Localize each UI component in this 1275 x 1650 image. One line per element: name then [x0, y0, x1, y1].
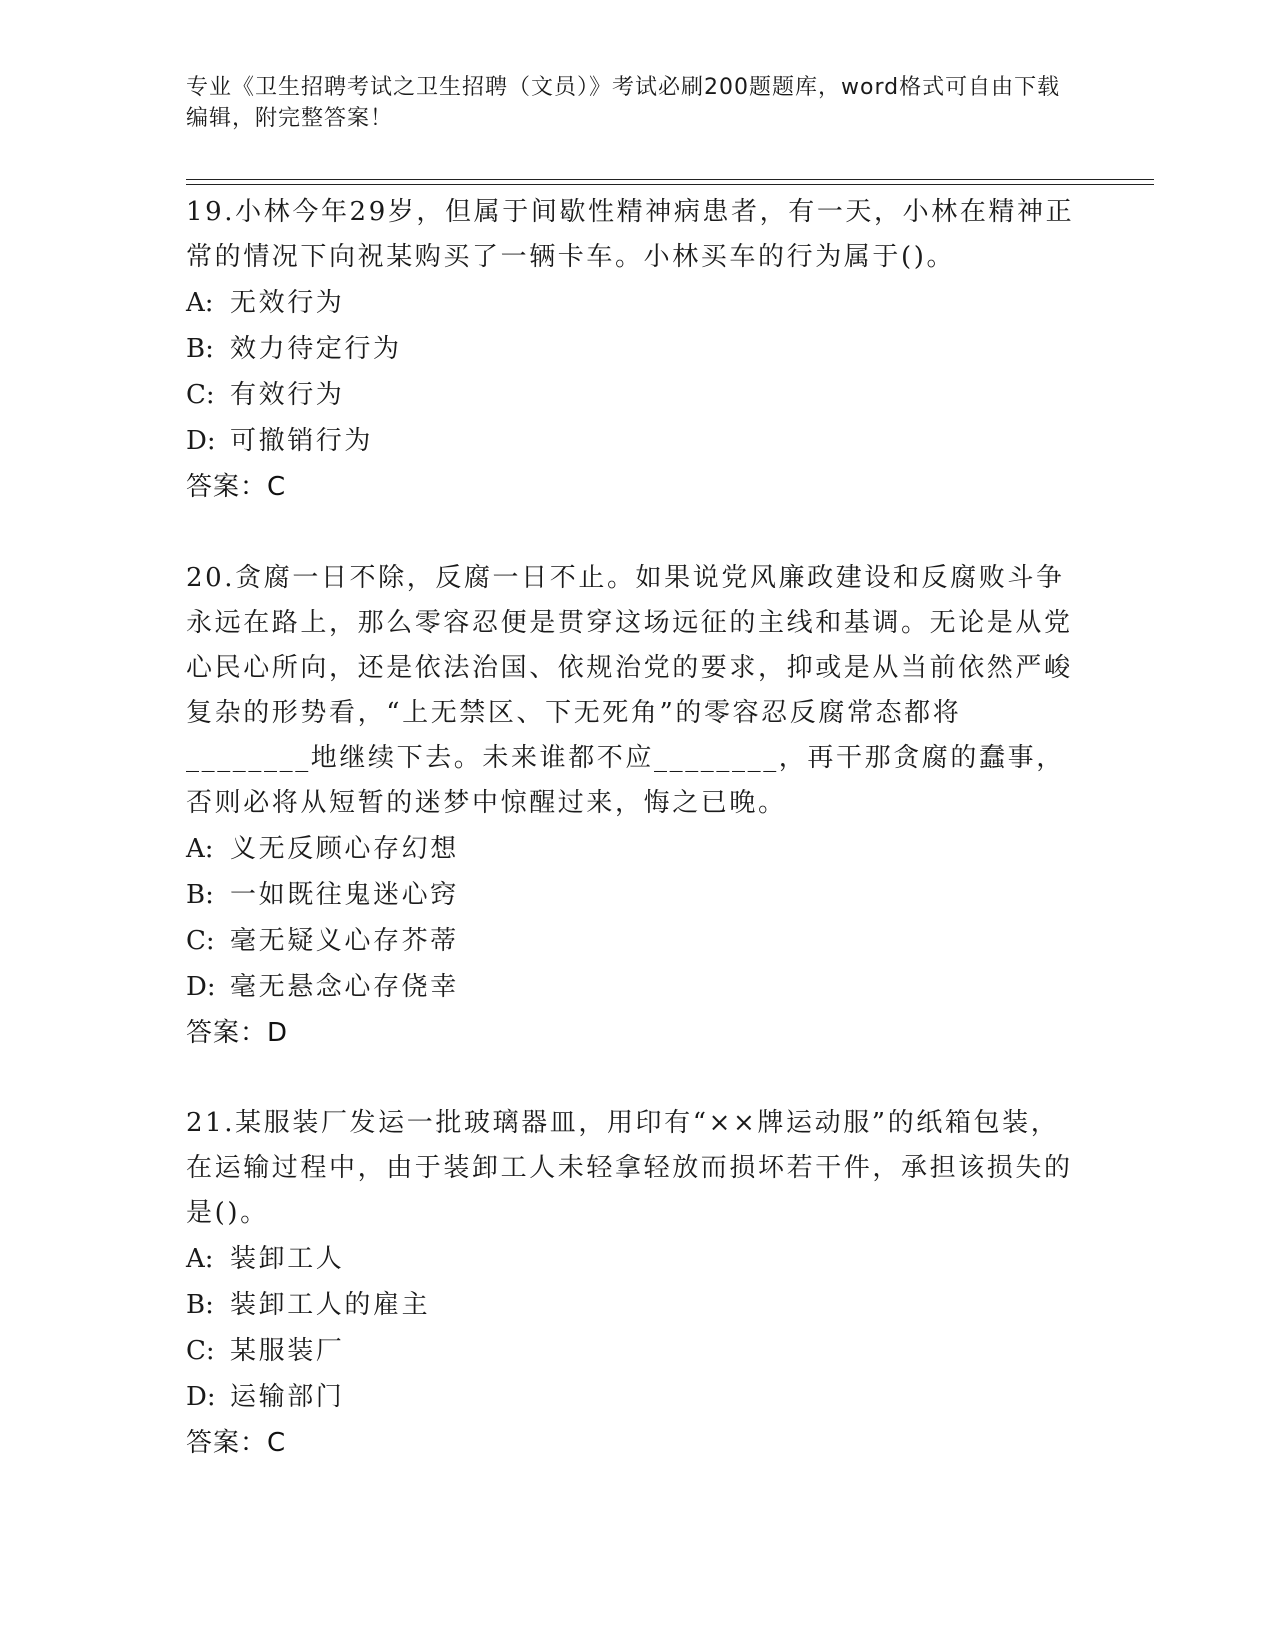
option-a	[186, 1236, 1076, 1282]
option-c	[186, 1328, 1076, 1374]
header-divider-bottom	[186, 184, 1154, 185]
answer-line: 答案：C	[186, 1428, 287, 1458]
option-text: 某服装厂	[230, 1336, 345, 1366]
option-b	[186, 326, 1076, 372]
option-b	[186, 1282, 1076, 1328]
option-text: 无效行为	[230, 288, 345, 318]
answer-line: 答案：C	[186, 472, 287, 502]
header-divider-top	[186, 179, 1154, 180]
question-stem: 21.某服装厂发运一批玻璃器皿，用印有“××牌运动服”的纸箱包装，在运输过程中，由于装卸工人未轻拿轻放而损坏若干件，承担该损失的是()。	[186, 1108, 1073, 1228]
option-letter: B:	[186, 1290, 214, 1320]
header-title: 专业《卫生招聘考试之卫生招聘（文员）》考试必刷200题题库，word格式可自由下载编辑，附完整答案！	[186, 75, 1061, 131]
option-letter: D:	[186, 972, 216, 1002]
document-header	[186, 72, 1066, 134]
question-stem: 20.贪腐一日不除，反腐一日不止。如果说党风廉政建设和反腐败斗争永远在路上，那么零容忍便是贯穿这场远征的主线和基调。无论是从党心民心所向，还是依法治国、依规治党的要求，抑或是从当前依然严峻复杂的形势看，“上无禁区、下无死角”的零容忍反腐常态都将________地继续下去。未来谁都不应________，再干那贪腐的蠢事，否则必将从短暂的迷梦中惊醒过来，悔之已晚。	[186, 563, 1073, 818]
option-a	[186, 280, 1076, 326]
question-21	[186, 1101, 1076, 1466]
option-letter: B:	[186, 880, 214, 910]
option-letter: C:	[186, 380, 215, 410]
question-stem: 19.小林今年29岁，但属于间歇性精神病患者，有一天，小林在精神正常的情况下向祝某购买了一辆卡车。小林买车的行为属于()。	[186, 197, 1075, 272]
option-text: 有效行为	[230, 380, 345, 410]
option-text: 装卸工人	[230, 1244, 345, 1274]
option-text: 一如既往鬼迷心窍	[230, 880, 459, 910]
option-letter: B:	[186, 334, 214, 364]
option-a	[186, 826, 1076, 872]
option-text: 效力待定行为	[230, 334, 402, 364]
option-letter: A:	[186, 834, 214, 864]
option-d	[186, 1374, 1076, 1420]
question-19	[186, 190, 1076, 510]
option-letter: C:	[186, 926, 215, 956]
option-text: 可撤销行为	[230, 426, 374, 456]
option-letter: A:	[186, 1244, 214, 1274]
answer-line: 答案：D	[186, 1018, 289, 1048]
option-b	[186, 872, 1076, 918]
option-letter: A:	[186, 288, 214, 318]
option-d	[186, 418, 1076, 464]
option-text: 义无反顾心存幻想	[230, 834, 459, 864]
option-text: 装卸工人的雇主	[230, 1290, 431, 1320]
option-letter: C:	[186, 1336, 215, 1366]
option-c	[186, 918, 1076, 964]
option-text: 毫无悬念心存侥幸	[230, 972, 459, 1002]
option-letter: D:	[186, 426, 216, 456]
option-text: 毫无疑义心存芥蒂	[230, 926, 459, 956]
option-d	[186, 964, 1076, 1010]
question-20	[186, 556, 1076, 1056]
option-text: 运输部门	[230, 1382, 345, 1412]
option-c	[186, 372, 1076, 418]
option-letter: D:	[186, 1382, 216, 1412]
